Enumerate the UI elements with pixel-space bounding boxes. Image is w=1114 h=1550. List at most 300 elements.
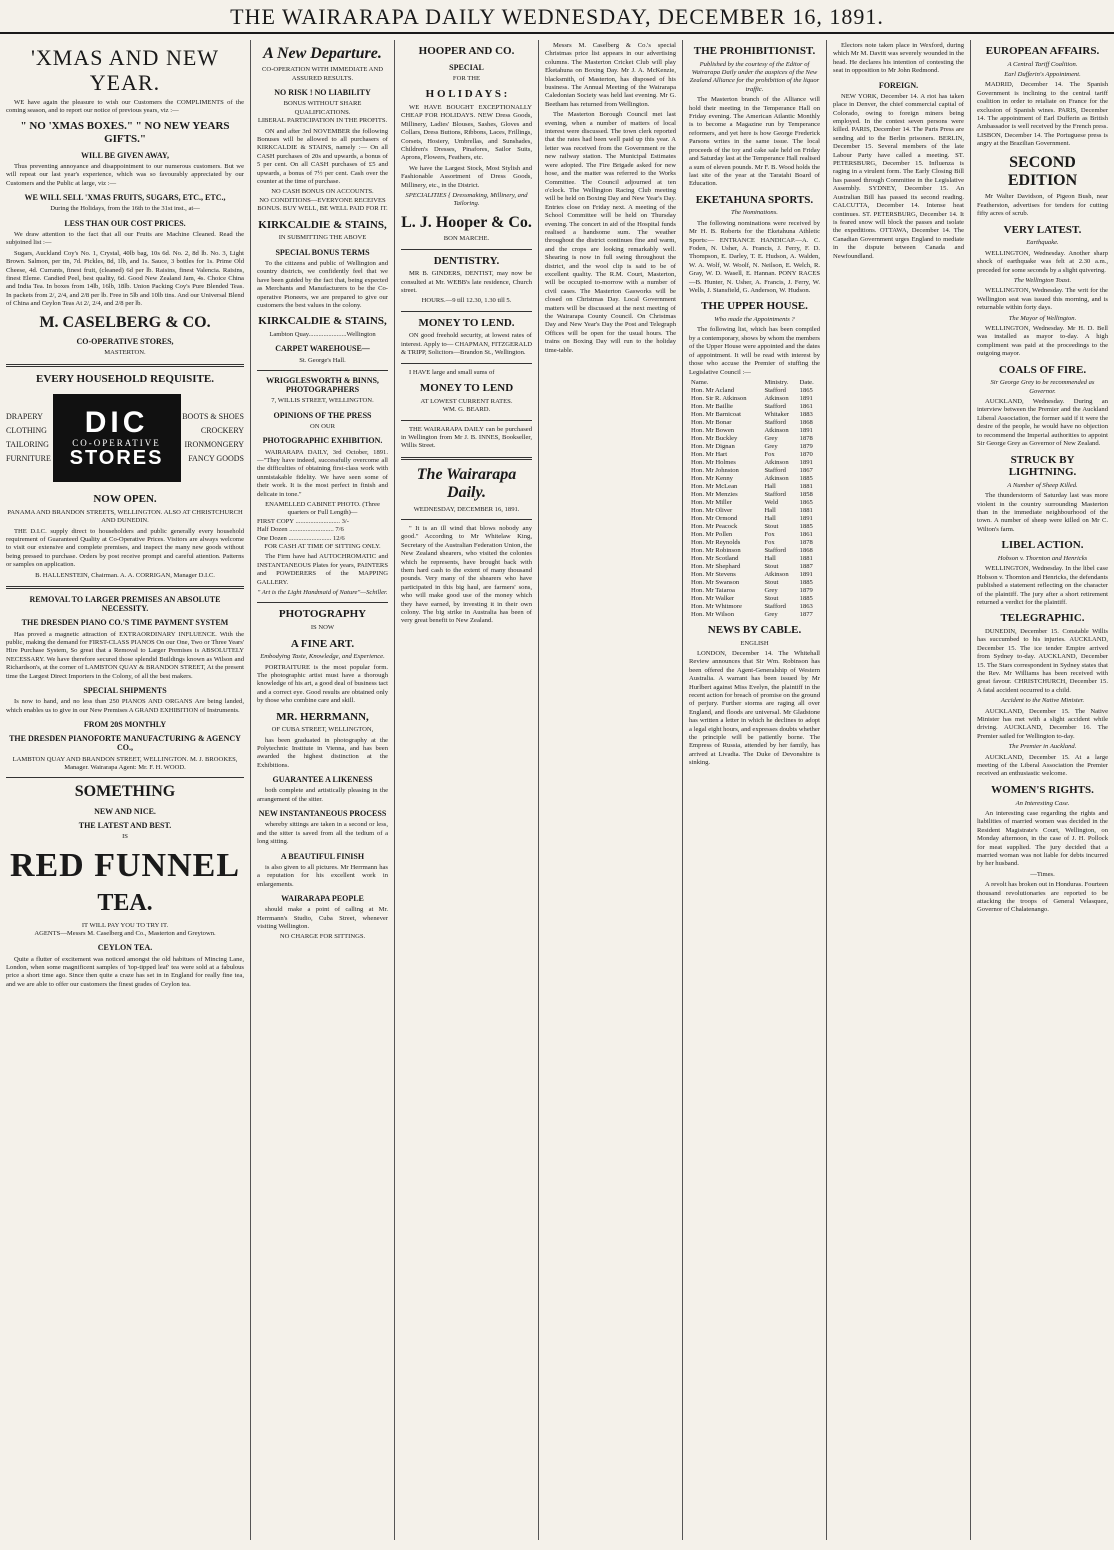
dic-left-list: [6, 410, 51, 466]
lj-hooper-heading: L. J. Hooper & Co.: [401, 213, 532, 231]
telegraphic-text: DUNEDIN, December 15. Constable Willis has succumbed to his injuries. AUCKLAND, December 15. The ice tender Empire arrived from Sydney to-day. AUCKLAND, December 15. The Stars correspondent in Sydney states that the Rev. Mr Williams has been received with great favour. CHRISTCHURCH, December 15. A fatal accident occurred to a child.: [977, 627, 1108, 694]
table-row: [689, 475, 820, 483]
member-name-cell: Hon. Mr Whitmore: [691, 602, 742, 610]
member-name-cell: Hon. Mr Ormond: [691, 514, 738, 522]
table-row: [689, 507, 820, 515]
mayor-text: WELLINGTON, Wednesday. Mr H. D. Bell was installed as mayor to-day. A high compliment was paid at the proceedings to the outgoing mayor.: [977, 325, 1108, 358]
wellington-seat-sub: The Wellington Toast.: [1013, 276, 1072, 284]
removal-heading: REMOVAL TO LARGER PREMISES AN ABSOLUTE NECESSITY.: [29, 595, 221, 614]
nominations-sub: The Nominations.: [731, 209, 778, 217]
appointments-table-body: [689, 387, 820, 619]
divider: [401, 457, 532, 460]
coals-text: AUCKLAND, Wednesday. During an interview between the Premier and the Auckland Liberal Association, the former said if it were the desire of the people, he would have no objection to recommend the Imperial authorities to appoint Sir George Grey as Governor of New Zealand.: [977, 398, 1108, 448]
column-3: [394, 40, 538, 1540]
wrigglesworth-heading: WRIGGLESWORTH & BINNS, PHOTOGRAPHERS: [266, 375, 379, 395]
dateline: WEDNESDAY, DECEMBER 16, 1891.: [413, 505, 520, 513]
member-name-cell: Hon. Mr Reynolds: [691, 538, 741, 546]
member-name-cell: Hon. Mr Taiaroa: [691, 586, 735, 594]
ministry-cell: Whitaker: [764, 410, 789, 418]
table-row: [689, 483, 820, 491]
holidays-heading: H O L I D A Y S :: [425, 88, 508, 101]
member-name-cell: Hon. Mr Pollen: [691, 530, 733, 538]
table-row: [689, 443, 820, 451]
ministry-cell: Stafford: [764, 546, 786, 554]
earthquake-sub: Earthquake.: [1026, 239, 1059, 247]
first-copy-price: FIRST COPY ........................... 3/-: [257, 517, 349, 525]
bon-marche-line: BON MARCHE.: [443, 235, 490, 243]
date-cell: 1858: [799, 490, 813, 498]
member-name-cell: Hon. Mr Kenny: [691, 474, 733, 482]
dic-left-item: CLOTHING: [6, 426, 47, 436]
upper-house-text: The following list, which has been compiled by a contemporary, shows by whom the members of the Upper House were appointed and the dates of appointment. It will be read with interest by those who accuse the Premier of stuffing the Legislative Council :—: [689, 326, 820, 376]
ministry-cell: Atkinson: [764, 570, 789, 578]
sell-line: WE WILL SELL 'XMAS FRUITS, SUGARS, ETC., ETC.,: [24, 193, 226, 203]
tariff-sub: A Central Tariff Coalition.: [1007, 60, 1078, 68]
native-minister-text: AUCKLAND, December 15. The Native Minister has met with a slight accident while driving. AUCKLAND, December 16. The Premier sailed for Wellington to-day.: [977, 707, 1108, 740]
member-name-cell: Hon. Mr Barnicoat: [691, 410, 741, 418]
lowest-rates: AT LOWEST CURRENT RATES.: [420, 397, 513, 405]
photo-exhibition-heading: PHOTOGRAPHIC EXHIBITION.: [262, 436, 383, 446]
new-departure-heading: A New Departure.: [263, 45, 382, 62]
firm-text: The Firm have had AUTOCHROMATIC and INSTANTANEOUS Plates for years, PAINTERS and POWDERERS of the MAPPING GALLERY.: [257, 553, 388, 586]
member-name-cell: Hon. Sir R. Atkinson: [691, 394, 747, 402]
for-the-line: FOR THE: [452, 74, 481, 82]
no-charge-line: NO CHARGE FOR SITTINGS.: [279, 933, 366, 941]
art-quote: " Art is the Light Handmaid of Nature"—Schiller.: [257, 589, 388, 597]
photography-heading: PHOTOGRAPHY: [278, 608, 367, 621]
member-name-cell: Hon. Mr Johnston: [691, 466, 739, 474]
dresden-address: LAMBTON QUAY AND BRANDON STREET, WELLINGTON. M. J. BROOKES, Manager. Wairarapa Agent: Mr. F. H. WOOD.: [12, 755, 238, 772]
revolt-text: A revolt has broken out in Honduras. Fourteen thousand revolutionaries are reported to be attacking the troops of General Velasquez, Governor of Chalatenango.: [977, 881, 1108, 914]
bonus-conditions: NO CONDITIONS—EVERYONE RECEIVES BONUS. BUY WELL, BE WELL PAID FOR IT.: [257, 196, 388, 213]
date-cell: 1887: [799, 562, 813, 570]
ministry-cell: Stafford: [764, 490, 786, 498]
european-text: MADRID, December 14. The Spanish Government is inclining to the central tariff coalition in order to retaliate on France for the exclusion of Spanish wines. PARIS, December 14. The appointment of Earl Dufferin as British Ambassador is well received by the French press. LISBON, December 14. The Portuguese press is angry at the Brazilian Government.: [977, 81, 1108, 148]
now-open-heading: NOW OPEN.: [93, 493, 157, 506]
coop-heading: CO-OPERATIVE STORES,: [76, 336, 174, 346]
member-name-cell: Hon. Mr Peacock: [691, 522, 738, 530]
is-now-line: IS NOW: [310, 624, 335, 632]
coals-heading: COALS OF FIRE.: [998, 363, 1087, 376]
lambton-line: Lambton Quay.......................Wellington: [269, 330, 376, 338]
times-credit: —Times.: [1030, 870, 1055, 878]
it-will-pay: IT WILL PAY YOU TO TRY IT.: [81, 921, 169, 929]
dresden-co-heading: THE DRESDEN PIANOFORTE MANUFACTURING & AGENCY CO.,: [9, 734, 241, 753]
member-name-cell: Hon. Mr Holmes: [691, 458, 736, 466]
table-row: [689, 539, 820, 547]
member-name-cell: Hon. Mr Stevens: [691, 570, 736, 578]
second-edition-text: Mr Walter Davidson, of Pigeon Bush, near Featherston, advertises for tenders for cutting fifty acres of scrub.: [977, 193, 1108, 218]
table-row: [689, 451, 820, 459]
dic-address: PANAMA AND BRANDON STREETS, WELLINGTON. ALSO AT CHRISTCHURCH AND DUNEDIN.: [7, 508, 243, 525]
member-name-cell: Hon. Mr Robinson: [691, 546, 741, 554]
news-cable-heading: NEWS BY CABLE.: [707, 623, 802, 636]
divider: [401, 420, 532, 421]
portrait-text: PORTRAITURE is the most popular form. The photographic artist must have a thorough knowledge of his art, a good deal of business tact and a correct eye. Good results are obtained only by those who combine care and skill.: [257, 663, 388, 705]
dentistry-heading: DENTISTRY.: [433, 254, 500, 267]
member-name-cell: Hon. Mr Menzies: [691, 490, 738, 498]
date-cell: 1879: [799, 586, 813, 594]
opinions-heading: OPINIONS OF THE PRESS: [273, 410, 372, 420]
divider: [401, 311, 532, 312]
dic-left-item: FURNITURE: [6, 454, 51, 464]
ministry-cell: Weld: [764, 498, 779, 506]
red-funnel-heading: RED FUNNEL: [9, 846, 241, 884]
member-name-cell: Hon. Mr Bowen: [691, 426, 735, 434]
ministry-cell: Fox: [764, 538, 775, 546]
submit-text: To the citizens and public of Wellington and country districts, we confidently feel that we have been guided by the fact that, being expected as Merchants and Manufacturers to be the Co-operative Pioneers, we are prepared to give our customers the best values in the colony.: [257, 259, 388, 309]
ceylon-text: Quite a flutter of excitement was noticed amongst the old habitues of Mincing Lane, London, when some magnificent samples of 'top-tipped leaf' tea were sold at a fabulous price a short time ago. Since then quite a craze has set in in England for really fine tea, and we are able to offer our customers the finest grades of Ceylon tea.: [6, 955, 244, 988]
agents-line: AGENTS—Messrs M. Caselberg and Co., Masterton and Greytown.: [34, 930, 216, 937]
ministry-cell: Stafford: [764, 418, 786, 426]
on-our-line: ON OUR: [309, 422, 336, 430]
foreign-heading: FOREIGN.: [878, 80, 919, 90]
coals-sub: Sir George Grey to be recommended as Governor.: [990, 379, 1095, 395]
kirkcaldie-heading: KIRKCALDIE & STAINS,: [258, 218, 387, 231]
of-cuba-line: OF CUBA STREET, WELLINGTON,: [271, 726, 374, 734]
beautiful-finish-heading: A BEAUTIFUL FINISH: [280, 851, 365, 861]
no-risk: NO RISK ! NO LIABILITY: [274, 88, 371, 98]
member-name-cell: Hon. Mr Hart: [691, 450, 728, 458]
member-name-cell: Hon. Mr Acland: [691, 386, 735, 394]
date-cell: 1891: [799, 458, 813, 466]
table-row: [689, 587, 820, 595]
no-cash-bonus: NO CASH BONUS ON ACCOUNTS.: [271, 188, 374, 196]
liberal-line: LIBERAL PARTICIPATION IN THE PROFITS.: [257, 117, 388, 125]
ministry-cell: Grey: [764, 434, 778, 442]
date-cell: 1885: [799, 594, 813, 602]
bonus-line: BONUS WITHOUT SHARE QUALIFICATIONS.: [283, 100, 362, 116]
dic-left-item: DRAPERY: [6, 412, 43, 422]
ministry-cell: Hall: [764, 514, 776, 522]
enamelled-line: ENAMELLED CABINET PHOTO. (Three quarters or Full Length)—: [265, 500, 380, 517]
ministry-cell: Atkinson: [764, 458, 789, 466]
libel-sub: Hobson v. Thornton and Henricks: [997, 554, 1088, 562]
in-submitting: IN SUBMITTING THE ABOVE: [278, 234, 367, 242]
dic-logo-coop: CO-OPERATIVE: [72, 437, 161, 448]
guarantee-text: both complete and artistically pleasing in the arrangement of the sitter.: [257, 787, 388, 803]
member-name-cell: Hon. Mr Scotland: [691, 554, 739, 562]
dresden-heading: THE DRESDEN PIANO CO.'S TIME PAYMENT SYSTEM: [21, 618, 229, 628]
table-row: [689, 411, 820, 419]
dic-logo: [53, 394, 181, 482]
date-cell: 1878: [799, 434, 813, 442]
from-20-heading: FROM 20S MONTHLY: [83, 720, 167, 730]
ministry-cell: Grey: [764, 610, 778, 618]
member-name-cell: Hon. Mr Swanson: [691, 578, 740, 586]
date-cell: 1891: [799, 426, 813, 434]
struck-heading: STRUCK BY LIGHTNING.: [1008, 453, 1077, 479]
nominations-text: The following nominations were received by Mr H. B. Roberts for the Eketahuna Athletic Sports:— ENTRANCE HANDICAP.—A. C. Foden, N. Usher, A. Francis, J. Ferry, F. D. Thompson, E. Darley, T. E. Hudson, A. Walden, W. A. Wolf, W. Woolf, N. Neilson, E. Welch, R. Gray, W. D. Wasell, E. Hannan. PONY RACES—B. Hunter, N. Usher, A. Francis, J. Ferry, W. Wells, J. Stansfield, G. Anderson, W. Hudson.: [689, 219, 820, 295]
foreign-text: NEW YORK, December 14. A riot has taken place in Denver, the chief commercial capital of Colorado, owing to foreign miners being employed. In the contest seven persons were killed. PARIS, December 14. The Paris Press are sending aid to the Berlin prisoners. BERLIN, December 15. Several members of the late Labour Party have called a meeting. ST. PETERSBURG, December 15. Influenza is raging in a virulent form. The Early Closing Bill has passed through Committee in the Legislative Assembly. SYDNEY, December 15. An Australian Bill has passed its second reading. CALCUTTA, December 14. Intense heat continues. ST. PETERSBURG, December 14. It is feared snow will block the passes and isolate the expeditions. OTTAWA, December 14. The Canadian Government urges England to mediate in the dispute between Canada and Newfoundland.: [833, 92, 964, 260]
dic-signers: B. HALLENSTEIN, Chairman. A. A. CORRIGAN, Manager D.I.C.: [35, 571, 215, 579]
table-row: [689, 595, 820, 603]
ministry-cell: Stafford: [764, 466, 786, 474]
member-name-cell: Hon. Mr Shephard: [691, 562, 741, 570]
ministry-cell: Stout: [764, 594, 779, 602]
new-nice-heading: NEW AND NICE.: [94, 806, 156, 816]
table-row: [689, 395, 820, 403]
date-cell: 1881: [799, 506, 813, 514]
ministry-cell: Hall: [764, 506, 776, 514]
womens-rights-text: An interesting case regarding the rights and liabilities of married women was decided in the Resident Magistrate's Court, Wellington, on Monday afternoon, in the case of J. H. Pollock for meat supplied. The jury decided that a married woman was not liable for debts incurred by her husband.: [977, 809, 1108, 868]
date-cell: 1870: [799, 450, 813, 458]
premier-auckland-sub: The Premier in Auckland.: [1008, 743, 1077, 751]
wellington-seat-text: WELLINGTON, Wednesday. The writ for the Wellington seat was issued this morning, and is returnable within forty days.: [977, 287, 1108, 312]
masthead: [0, 0, 1114, 34]
member-name-cell: Hon. Mr Wilson: [691, 610, 735, 618]
table-row: [689, 531, 820, 539]
premier-auckland-text: AUCKLAND, December 15. At a large meeting of the Liberal Association the Premier received an enthusiastic welcome.: [977, 753, 1108, 778]
date-cell: 1861: [799, 402, 813, 410]
given-away-text: Thus preventing annoyance and disappointment to our numerous customers. But we will repeat our last year's experience, which was so favourably appreciated by our Customers and the Public at large, viz :—: [6, 162, 244, 187]
column-4: [538, 40, 682, 1540]
table-row: [689, 515, 820, 523]
member-name-cell: Hon. Mr Buckley: [691, 434, 738, 442]
mayor-sub: The Mayor of Wellington.: [1008, 314, 1077, 322]
sheep-killed-sub: A Number of Sheep Killed.: [1007, 481, 1078, 489]
dentist-text: MR B. GINDERS, DENTIST, may now be consulted at Mr. WEBB's late residence, Church street.: [401, 270, 532, 294]
leader-text: " It is an ill wind that blows nobody any good." According to Mr Whitelaw King, Secretary of the Australian Federation Union, the New Zealand shearers, who visited the colonies which he represents, have brought back with them hard cash to the extent of many thousand pounds. Very many of the shearers who have participated in this big haul, are farmers' sons, who will make good use of the money which they have earned, by investing it in their own colony. The big strike in Australia has been of very great benefit to New Zealand.: [401, 524, 532, 625]
local-news-body: The Masterton Borough Council met last evening, when a number of matters of local interest were discussed. The town clerk reported that the rates had been well paid up this year. A letter was received from the Government re the new railway station. The Municipal Estimates were adopted. The Fire Brigade asked for new hose, and the matter was referred to the Works Committee. The Council adjourned at ten o'clock. The Wellington Racing Club meeting will be held on Boxing Day and New Year's Day. Entries close on Friday next. A meeting of the School Committee will be held on Thursday evening. The concert in aid of the Hospital funds realised a handsome sum. The weather throughout the district continues fine and warm, and the crops are looking remarkably well. Shearing is now in full swing throughout the district, and the wool clip is said to be of excellent quality. The R.M. Court, Masterton, will be occupied to-morrow with a number of civil cases. The Masterton Gasworks will be closed on Christmas Day. Local Government matters will be discussed at the next meeting of the Wairarapa County Council. On Christmas Day and New Year's Day the Post and Telegraph Offices will be open for the usual hours. The trains on Boxing Day will run to the holiday time-table.: [545, 111, 676, 354]
english-sub: ENGLISH: [740, 639, 769, 647]
willis-line: 7, WILLIS STREET, WELLINGTON.: [271, 397, 374, 405]
member-name-cell: Hon. Mr Oliver: [691, 506, 733, 514]
local-news-intro: Messrs M. Caselberg & Co.'s special Christmas price list appears in our advertising columns. The Masterton Cricket Club will play Eketahuna on Boxing Day. Mr J. A. McKenzie, blacksmith, of Masterton, has disposed of his business. The Annual Meeting of the Wairarapa Caledonian Society was held last evening. Mr G. Beetham has returned from Wellington.: [545, 42, 676, 108]
earthquake-text: WELLINGTON, Wednesday. Another sharp shock of earthquake was felt at 2.30 a.m., preceded for some seconds by a slight quivering.: [977, 249, 1108, 274]
table-row: [689, 467, 820, 475]
photo-text: WAIRARAPA DAILY, 3rd October, 1891.—"They have indeed, successfully overcome all the difficulties of obtaining first-class work with unmistakable fidelity. We have seen some of their work. It is the most perfect in finish and delicate in tone.": [257, 448, 388, 498]
table-row: [689, 523, 820, 531]
dic-right-list: [182, 410, 244, 466]
date-cell: 1861: [799, 530, 813, 538]
wairarapa-daily-heading: The Wairarapa Daily.: [416, 465, 517, 502]
draw-attention: We draw attention to the fact that all our Fruits are Machine Cleaned. Read the subjoined list :—: [6, 230, 244, 247]
date-cell: 1881: [799, 482, 813, 490]
masterton-line: MASTERTON.: [104, 349, 146, 357]
money-text: ON good freehold security, at lowest rates of interest. Apply to— CHAPMAN, FITZGERALD & TRIPP, Solicitors—Brandon St., Wellington.: [401, 332, 532, 357]
dic-left-item: TAILORING: [6, 440, 49, 450]
table-row: [689, 459, 820, 467]
column-2: [250, 40, 394, 1540]
ministry-cell: Grey: [764, 442, 778, 450]
caselberg-heading: M. CASELBERG & CO.: [39, 313, 211, 331]
divider: [6, 364, 244, 367]
one-dozen-price: One Dozen .......................... 12/6: [257, 534, 345, 542]
member-name-cell: Hon. Mr Walker: [691, 594, 735, 602]
european-heading: EUROPEAN AFFAIRS.: [985, 45, 1100, 57]
table-row: [689, 419, 820, 427]
ministry-cell: Hall: [764, 482, 776, 490]
tea-heading: TEA.: [97, 889, 153, 916]
ministry-cell: Fox: [764, 450, 775, 458]
column-6: [826, 40, 970, 1540]
date-cell: 1863: [799, 602, 813, 610]
kirkcaldie-heading-2: KIRKCALDIE & STAINS,: [258, 315, 387, 328]
date-cell: 1878: [799, 538, 813, 546]
hooper-text: WE HAVE BOUGHT EXCEPTIONALLY CHEAP FOR HOLIDAYS. NEW Dress Goods, Millinery, Ladies' Blouses, Sashes, Gloves and Collars, Dress Buttons, Ribbons, Laces, Frillings, Corsets, Hosiery, Umbrellas, and Sunshades, Children's Dresses, Pinafores, Sailor Suits, Aprons, Flowers, Feathers, etc.: [401, 103, 532, 162]
member-name-cell: Hon. Mr McLean: [691, 482, 738, 490]
member-name-cell: Hon. Mr Baillie: [691, 402, 733, 410]
column-header: Name.: [691, 378, 709, 386]
prohibitionist-text: The Masterton branch of the Alliance will hold their meeting in the Temperance Hall on Friday evening. The American Atlantic Monthly is to become a Magazine run by Temperance reformers, and yet here is how George Frederick Parsons writes in the same issue. The local proceeds of the toy and cake sale held on Friday and Saturday last at the Temperance Hall realised a sum of eleven pounds. Mr F. B. Wood holds the last site of the year at the Taratahi Board of Education.: [689, 96, 820, 188]
herrmann-heading: MR. HERRMANN,: [276, 710, 369, 723]
member-name-cell: Hon. Mr Dignan: [691, 442, 735, 450]
special-bonus-heading: SPECIAL BONUS TERMS: [275, 247, 370, 257]
date-cell: 1868: [799, 418, 813, 426]
table-row: [689, 499, 820, 507]
divider: [257, 370, 388, 371]
date-cell: 1868: [799, 546, 813, 554]
wairarapa-people-text: should make a point of calling at Mr. Herrmann's Studio, Cuba Street, whenever visiting Wellington.: [257, 906, 388, 931]
holidays-line: During the Holidays, from the 16th to the 31st inst., at—: [50, 205, 200, 213]
ministry-cell: Atkinson: [764, 394, 789, 402]
dic-text: THE D.I.C. supply direct to householders and public generally every household requirement of Guaranteed Quality at Co-Operative Prices. Visitors are always welcome to visit our extensive and complete premises, and inspect the many new goods without being pressed to purchase. Orders by post receive prompt and careful attention. Patterns or samples on application.: [6, 527, 244, 569]
prohibitionist-sub: Published by the courtesy of the Editor of Wairarapa Daily under the auspices of the New Zealand Alliance for the prohibition of the liquor traffic.: [689, 60, 820, 93]
struck-text: The thunderstorm of Saturday last was more violent in the country surrounding Masterton than in the immediate neighbourhood of the town. A number of sheep were killed on Mr C. Wilton's farm.: [977, 492, 1108, 533]
date-cell: 1885: [799, 522, 813, 530]
table-row: [689, 403, 820, 411]
carpet-heading: CARPET WAREHOUSE—: [275, 344, 370, 354]
fine-art-heading: A FINE ART.: [290, 637, 355, 650]
given-away-heading: WILL BE GIVEN AWAY,: [81, 150, 169, 160]
date-cell: 1891: [799, 394, 813, 402]
ministry-cell: Stafford: [764, 402, 786, 410]
column-header: Date.: [799, 378, 814, 386]
date-cell: 1885: [799, 474, 813, 482]
table-row: [689, 611, 820, 619]
coop-with: CO-OPERATION WITH IMMEDIATE AND ASSURED RESULTS.: [262, 66, 383, 82]
ministry-cell: Stafford: [764, 602, 786, 610]
column-5: [682, 40, 826, 1540]
very-latest-heading: VERY LATEST.: [1003, 223, 1082, 236]
masthead-title: THE WAIRARAPA DAILY WEDNESDAY, DECEMBER 16, 1891.: [230, 4, 884, 29]
upper-house-heading: THE UPPER HOUSE.: [701, 300, 808, 313]
beard-line: WM. G. BEARD.: [442, 406, 491, 414]
table-row: [689, 555, 820, 563]
divider: [401, 363, 532, 364]
table-row: [689, 427, 820, 435]
beautiful-finish-text: is also given to all pictures. Mr Herrmann has a reputation for his excellent work in enlargements.: [257, 863, 388, 888]
date-cell: 1877: [799, 610, 813, 618]
table-row: [689, 563, 820, 571]
wairarapa-people-heading: WAIRARAPA PEOPLE: [281, 894, 364, 904]
divider: [257, 602, 388, 603]
is-line: IS: [122, 833, 128, 841]
st-george-line: St. George's Hall.: [299, 356, 346, 364]
who-made-sub: Who made the Appointments ?: [714, 316, 795, 324]
for-cash-line: FOR CASH AT TIME OF SITTING ONLY.: [264, 543, 381, 551]
womens-rights-heading: WOMEN'S RIGHTS.: [991, 783, 1094, 796]
table-row: [689, 491, 820, 499]
ministry-cell: Atkinson: [764, 426, 789, 434]
libel-heading: LIBEL ACTION.: [1001, 539, 1084, 552]
dic-logo-stores: STORES: [69, 447, 164, 470]
herrmann-text: has been graduated in photography at the Polytechnic Institute in Vienna, and has been awarded the highest distinction at the Exhibitions.: [257, 736, 388, 769]
less-than-heading: LESS THAN OUR COST PRICES.: [64, 218, 186, 228]
ministry-cell: Atkinson: [764, 474, 789, 482]
date-cell: 1879: [799, 442, 813, 450]
column-header: Ministry.: [764, 378, 789, 386]
column-7: [970, 40, 1114, 1540]
column-1: [0, 40, 250, 1540]
dic-right-item: IRONMONGERY: [184, 440, 244, 450]
household-heading: EVERY HOUSEHOLD REQUISITE.: [36, 372, 214, 385]
xmas-intro: WE have again the pleasure to wish our Customers the COMPLIMENTS of the coming season, and to report our notice of previous years, viz :—: [6, 98, 244, 114]
something-heading: SOMETHING: [74, 783, 176, 801]
table-row: [689, 387, 820, 395]
table-header-row: [689, 379, 820, 387]
appointments-table: [689, 379, 820, 619]
dic-right-item: FANCY GOODS: [188, 454, 244, 464]
money-lend-heading: MONEY TO LEND.: [418, 316, 515, 329]
libel-text: WELLINGTON, Wednesday. In the libel case Hobson v. Thornton and Henricks, the defendants published a statement reflecting on the character of the plaintiff. The jury after a short retirement returned a verdict for the plaintiff.: [977, 565, 1108, 606]
second-edition-heading: SECOND EDITION: [1007, 153, 1078, 190]
instantaneous-text: whereby sittings are taken in a second or less, and the sitter is saved from all the tedium of a long sitting.: [257, 821, 388, 846]
special-heading: SPECIAL: [449, 62, 484, 72]
divider: [401, 249, 532, 250]
latest-styles: We have the Largest Stock, Most Stylish and Fashionable Assortment of Dress Goods, Millinery, etc., in the District.: [401, 164, 532, 189]
date-cell: 1891: [799, 514, 813, 522]
instantaneous-heading: NEW INSTANTANEOUS PROCESS: [258, 809, 387, 819]
eketahuna-sports-heading: EKETAHUNA SPORTS.: [695, 193, 814, 206]
ministry-cell: Stafford: [764, 386, 786, 394]
table-row: [689, 603, 820, 611]
special-shipments-heading: SPECIAL SHIPMENTS: [83, 686, 167, 696]
native-minister-sub: Accident to the Native Minister.: [1000, 697, 1085, 705]
hooper-heading: HOOPER AND CO.: [418, 45, 515, 57]
cable-text: LONDON, December 14. The Whitehall Review announces that Sir Wm. Robinson has been offered the Agent-Generalship of Western Australia. A warrant has been issued by Mr Hurlbert against Miss Evelyn, the plaintiff in the recent action for breach of promise on the ground of perjury. Further storms are raging all over England, and floods are universal. Mr Gladstone has written a letter in which he declines to adopt a legal eight hours, and expresses doubts whether the principle will be patiently borne. The Empress of Russia, attended by her family, has arrived at Livadia. The Duke of Devonshire is sinking.: [689, 649, 820, 767]
ministry-cell: Hall: [764, 554, 776, 562]
ministry-cell: Grey: [764, 586, 778, 594]
prohibitionist-heading: THE PROHIBITIONIST.: [693, 45, 816, 57]
embodying-line: Embodying Taste, Knowledge, and Experience.: [260, 653, 385, 661]
guarantee-heading: GUARANTEE A LIKENESS: [272, 775, 373, 785]
dic-right-item: CROCKERY: [200, 426, 244, 436]
daily-purchase: THE WAIRARAPA DAILY can be purchased in Wellington from Mr J. B. INNES, Bookseller, Willis Street.: [401, 425, 532, 450]
interesting-case-sub: An Interesting Case.: [1015, 799, 1070, 807]
half-dozen-price: Half Dozen ........................... 7/6: [257, 526, 344, 534]
dic-logo-letters: DIC: [84, 405, 149, 439]
cable-continued: Electors note taken place in Wexford, during which Mr M. Davitt was severely wounded in the head. He declares his intention of contesting the seat in opposition to Mr John Redmond.: [833, 42, 964, 75]
special-shipments-text: Is now to hand, and no less than 250 PIANOS AND ORGANS Are being landed, which enables us to give in our New Premises A GRAND EXHIBITION of Instruments.: [6, 698, 244, 714]
ministry-cell: Fox: [764, 530, 775, 538]
date-cell: 1867: [799, 466, 813, 474]
specialities: SPECIALITIES { Dressmaking, Millinery, and Tailoring.: [405, 191, 528, 208]
dufferin-sub: Earl Dufferin's Appointment.: [1004, 71, 1081, 79]
xmas-heading: 'XMAS AND NEW YEAR.: [30, 45, 220, 96]
hours-line: HOURS.—9 till 12.30, 1.30 till 5.: [421, 297, 512, 305]
date-cell: 1891: [799, 570, 813, 578]
ministry-cell: Stout: [764, 522, 779, 530]
ministry-cell: Stout: [764, 578, 779, 586]
dic-advert: [6, 388, 244, 488]
date-cell: 1865: [799, 386, 813, 394]
latest-best-heading: THE LATEST AND BEST.: [78, 821, 172, 830]
dresden-text: Has proved a magnetic attraction of EXTRAORDINARY INFLUENCE. With the public, making the demand for FIRST-CLASS PIANOS On our One, Two or Three Years' Hire Purchase System, So great that a Removal to Larger Premises is ABSOLUTELY NECESSARY. We have therefore secured those splendid Buildings known as Wilson and Richardson's, at the corner of LAMBTON QUAY & BRANDON STREET, At the present time the Largest Direct Importers in the Colony, of all the best makers.: [6, 630, 244, 680]
divider: [6, 586, 244, 589]
table-row: [689, 571, 820, 579]
ministry-cell: Stout: [764, 562, 779, 570]
table-row: [689, 547, 820, 555]
ceylon-heading: CEYLON TEA.: [97, 943, 153, 953]
date-cell: 1865: [799, 498, 813, 506]
member-name-cell: Hon. Mr Bonar: [691, 418, 732, 426]
table-row: [689, 435, 820, 443]
departure-text: ON and after 3rd NOVEMBER the following Bonuses will be allowed to all purchasers of KIRKCALDIE & STAINS, namely :— On all CASH purchases of 20s and upwards, a bonus of 5 per cent. On all CASH purchases of £5 and upwards, a bonus of 7½ per cent. Cash over the counter at the time of purchase.: [257, 127, 388, 186]
no-boxes-heading: " NO 'XMAS BOXES." " NO NEW YEARS GIFTS.": [20, 120, 230, 146]
date-cell: 1881: [799, 554, 813, 562]
